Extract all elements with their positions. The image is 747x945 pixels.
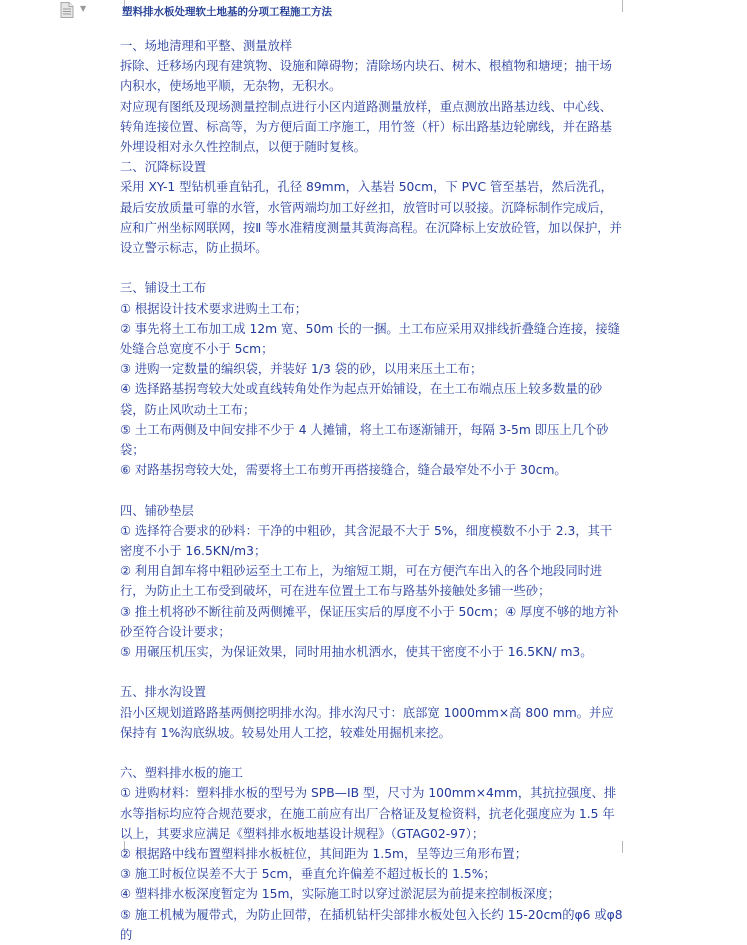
list-item: ② 根据路中线布置塑料排水板桩位，其间距为 1.5m，呈等边三角形布置；	[120, 847, 527, 862]
section-heading: 一、场地清理和平整、测量放样	[120, 39, 293, 53]
list-item: ④ 塑料排水板深度暂定为 15m，实际施工时以穿过淤泥层为前提来控制板深度；	[120, 887, 560, 902]
list-item: ② 利用自卸车将中粗砂运至土工布上，为缩短工期，可在方便汽车出入的各个地段同时进行，为防止土工布受到破坏，可在进车位置土工布与路基外接触处多铺一些砂；	[120, 564, 603, 599]
paragraph: 拆除、迁移场内现有建筑物、设施和障碍物；清除场内块石、树木、根植物和塘埂；抽干场内积水，使场地平顺，无杂物，无积水。	[120, 59, 612, 94]
list-item: ① 根据设计技术要求进购土工布；	[120, 301, 308, 316]
list-item: ③ 推土机将砂不断往前及两侧摊平，保证压实后的厚度不小于 50cm；④ 厚度不够的地方补砂至符合设计要求；	[120, 604, 619, 639]
list-item: ② 事先将土工布加工成 12m 宽、50m 长的一捆。土工布应采用双排线折叠缝合连接，接缝处缝合总宽度不小于 5cm；	[120, 321, 621, 357]
list-item: ① 选择符合要求的砂料：干净的中粗砂，其含泥最不大于 5%，细度模数不小于 2.3，其干密度不小于 16.5KN/m3；	[120, 523, 613, 559]
paragraph: 对应现有图纸及现场测量控制点进行小区内道路测量放样，重点测放出路基边线、中心线、转角连接位置、标高等，为方便后面工序施工，用竹签（杆）标出路基边轮廓线，并在路基外埋设相对永久性控制点，以便于随时复核。	[120, 99, 612, 155]
list-item: ⑤ 用碾压机压实，为保证效果，同时用抽水机洒水，使其干密度不小于 16.5KN/ m3。	[120, 645, 593, 660]
blank-line	[120, 480, 624, 500]
document-icon[interactable]	[60, 2, 74, 18]
section-heading: 四、铺砂垫层	[120, 503, 194, 518]
section-heading: 二、沉降标设置	[120, 160, 207, 175]
section-heading: 六、塑料排水板的施工	[120, 766, 243, 781]
list-item: ⑤ 土工布两侧及中间安排不少于 4 人摊铺，将土工布逐渐铺开，每隔 3-5m 即压上几个砂袋；	[120, 422, 609, 458]
list-item: ⑤ 施工机械为履带式，为防止回带，在插机钻杆尖部排水板处包入长约 15-20cm的φ6 或φ8 的	[120, 907, 623, 942]
document-title: 塑料排水板处理软土地基的分项工程施工方法	[122, 6, 332, 18]
crop-mark-top-right	[622, 0, 635, 12]
blank-line	[120, 743, 624, 763]
list-item: ③ 施工时板位误差不大于 5cm，垂直允许偏差不超过板长的 1.5%；	[120, 867, 496, 882]
list-item: ⑥ 对路基拐弯较大处，需要将土工布剪开再搭接缝合，缝合最窄处不小于 30cm。	[120, 463, 567, 478]
section-heading: 五、排水沟设置	[120, 685, 207, 700]
blank-line	[120, 258, 624, 278]
list-item: ① 进购材料：塑料排水板的型号为 SPB—IB 型，尺寸为 100mm×4mm，其抗拉强度、排水等指标均应符合规范要求，在施工前应有出厂合格证及复检资料，抗老化强度应为 1.5 年以上，其要求应满足《塑料排水板地基设计规程》（GTAG02-97）；	[120, 786, 617, 841]
list-item: ③ 进购一定数量的编织袋，并装好 1/3 袋的砂，以用来压土工布；	[120, 362, 483, 377]
list-item: ④ 选择路基拐弯较大处或直线转角处作为起点开始铺设，在土工布端点压上较多数量的砂袋，防止风吹动土工布；	[120, 382, 603, 417]
section-heading: 三、铺设土工布	[120, 281, 207, 296]
blank-line	[120, 662, 624, 682]
paragraph: 采用 XY-1 型钻机垂直钻孔，孔径 89mm，入基岩 50cm，下 PVC 管至基岩，然后洗孔，最后安放质量可靠的水管，水管两端均加工好丝扣，放管时可以驳接。沉降标制作完成后，应和广州坐标网联网，按Ⅱ 等水准精度测量其黄海高程。在沉降标上安放砼管，加以保护，并设立警示标志，防止损坏。	[120, 180, 622, 256]
dropdown-arrow-icon[interactable]: ▼	[80, 4, 87, 13]
document-body	[120, 36, 624, 945]
paragraph: 沿小区规划道路路基两侧挖明排水沟。排水沟尺寸：底部宽 1000mm×高 800 mm。并应保持有 1%沟底纵坡。较易处用人工挖，较难处用掘机来挖。	[120, 705, 614, 740]
